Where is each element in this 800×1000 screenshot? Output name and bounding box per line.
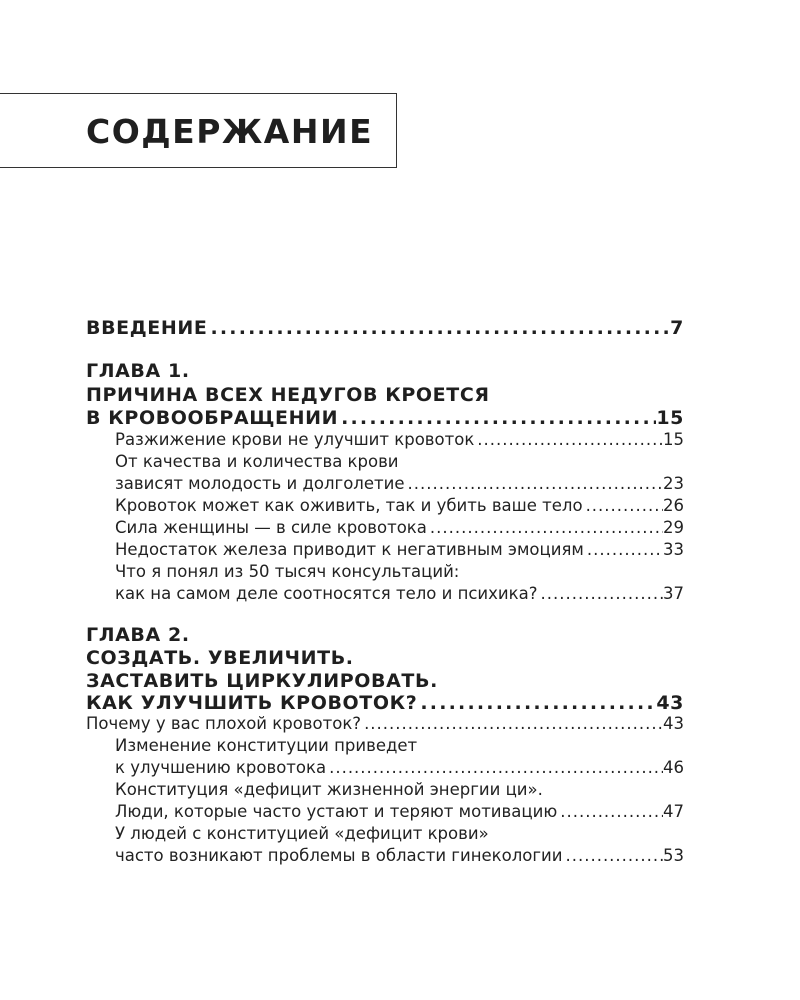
toc-subentry[interactable] [115, 845, 684, 867]
toc-subentry[interactable] [115, 517, 684, 539]
toc-page-number: 33 [663, 540, 684, 559]
toc-entry-title: ВВЕДЕНИЕ [86, 317, 208, 339]
toc-page-number: 43 [656, 692, 684, 714]
dot-leader [361, 713, 663, 735]
toc-entry-title: Что я понял из 50 тысяч консультаций: [115, 562, 460, 581]
dot-leader [562, 845, 663, 867]
dot-leader [417, 691, 656, 715]
chapter-2-label: ГЛАВА 2. [86, 624, 190, 646]
toc-page-number: 15 [656, 407, 684, 429]
toc-entry-title: От качества и количества крови [115, 452, 399, 471]
toc-entry-title: КАК УЛУЧШИТЬ КРОВОТОК? [86, 692, 418, 714]
toc-entry-title: зависят молодость и долголетие [115, 474, 405, 493]
toc-page-number: 37 [663, 584, 684, 603]
dot-leader [583, 495, 663, 517]
toc-entry-title: часто возникают проблемы в области гинекологии [115, 846, 563, 865]
page-title: СОДЕРЖАНИЕ [86, 112, 374, 151]
toc-entry-title: У людей с конституцией «дефицит крови» [115, 824, 489, 843]
toc-subentry-line [115, 735, 684, 757]
dot-leader [207, 316, 670, 340]
toc-entry-title: к улучшению кровотока [115, 758, 327, 777]
toc-subentry[interactable] [115, 429, 684, 451]
toc-subentry[interactable] [115, 757, 684, 779]
toc-entry-title: Конституция «дефицит жизненной энергии ци». [115, 780, 543, 799]
dot-leader [474, 429, 663, 451]
toc-entry-intro[interactable] [86, 316, 684, 340]
dot-leader [557, 801, 663, 823]
chapter-2-title-line-1: СОЗДАТЬ. УВЕЛИЧИТЬ. [86, 647, 354, 669]
chapter-1-title-line-1: ПРИЧИНА ВСЕХ НЕДУГОВ КРОЕТСЯ [86, 384, 490, 406]
toc-page-number: 46 [663, 758, 684, 777]
toc-subentry-line [115, 451, 684, 473]
toc-page-number: 43 [663, 714, 684, 733]
toc-subentry-line [115, 823, 684, 845]
toc-entry-title: Кровоток может как оживить, так и убить ваше тело [115, 496, 583, 515]
toc-entry-title: как на самом деле соотносятся тело и психика? [115, 584, 538, 603]
toc-entry-title: Сила женщины — в силе кровотока [115, 518, 427, 537]
chapter-2-title-line-2: ЗАСТАВИТЬ ЦИРКУЛИРОВАТЬ. [86, 670, 438, 692]
dot-leader [537, 583, 663, 605]
dot-leader [326, 757, 663, 779]
dot-leader [584, 539, 663, 561]
toc-subentry[interactable] [115, 539, 684, 561]
toc-subentry[interactable] [115, 473, 684, 495]
toc-entry-title: Недостаток железа приводит к негативным эмоциям [115, 540, 584, 559]
dot-leader [405, 473, 664, 495]
toc-subentry[interactable] [86, 713, 684, 735]
dot-leader [427, 517, 663, 539]
toc-entry-chapter-1[interactable] [86, 406, 684, 430]
toc-entry-title: Изменение конституции приведет [115, 736, 418, 755]
toc-page-number: 7 [670, 317, 684, 339]
toc-entry-title: В КРОВООБРАЩЕНИИ [86, 407, 339, 429]
chapter-1-label: ГЛАВА 1. [86, 360, 190, 382]
toc-entry-title: Почему у вас плохой кровоток? [86, 714, 362, 733]
toc-page-number: 23 [663, 474, 684, 493]
dot-leader [338, 406, 656, 430]
toc-page-number: 47 [663, 802, 684, 821]
toc-page-number: 15 [663, 430, 684, 449]
toc-subentry-line [115, 561, 684, 583]
toc-page-number: 26 [663, 496, 684, 515]
toc-page-number: 53 [663, 846, 684, 865]
toc-entry-title: Разжижение крови не улучшит кровоток [115, 430, 475, 449]
toc-page-number: 29 [663, 518, 684, 537]
toc-entry-chapter-2[interactable] [86, 691, 684, 715]
toc-subentry[interactable] [115, 583, 684, 605]
toc-entry-title: Люди, которые часто устают и теряют мотивацию [115, 802, 558, 821]
toc-subentry[interactable] [115, 495, 684, 517]
toc-subentry[interactable] [115, 801, 684, 823]
toc-subentry-line [115, 779, 684, 801]
